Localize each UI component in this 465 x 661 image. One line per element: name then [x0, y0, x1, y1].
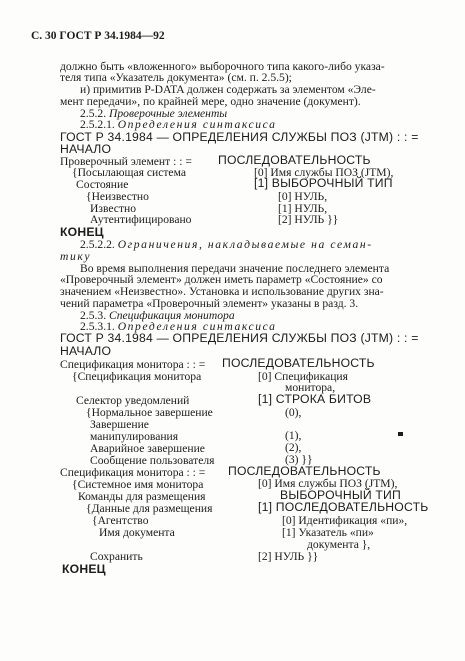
grammar-left: Проверочный элемент : : = [60, 155, 192, 168]
section-title: Проверочные элементы [109, 107, 228, 120]
paragraph-line: Во время выполнения передачи значение последнего элемента [80, 262, 390, 275]
grammar-left: Спецификация монитора : : = [60, 466, 206, 479]
grammar-left: Состояние [76, 178, 129, 191]
section-number: 2.5.3.1. [80, 320, 115, 333]
begin-keyword: НАЧАЛО [60, 344, 112, 358]
section-heading-2-5-2-2 [80, 238, 373, 251]
grammar-left: Сохранить [90, 550, 143, 563]
grammar-right: [0] Имя службы ПОЗ (JTM), [254, 166, 394, 179]
grammar-left: Завершение [90, 418, 149, 431]
grammar-right: [0] Идентификация «пи», [282, 514, 408, 527]
grammar-right: [1] СТРОКА БИТОВ [258, 392, 372, 406]
grammar-left: манипулирования [90, 430, 179, 443]
section-title: Определения синтаксиса [117, 118, 277, 131]
section-title: Ограничения, накладываемые на семан- [117, 238, 373, 251]
paragraph-line: значением «Неизвестно». Установка и использование других зна- [60, 285, 384, 298]
grammar-left: {Системное имя монитора [72, 478, 204, 491]
section-title: Спецификация монитора [109, 309, 235, 322]
grammar-right: (1), [285, 429, 302, 442]
grammar-left: {Спецификация монитора [72, 370, 202, 383]
grammar-right: [1] Указатель «пи» [282, 526, 374, 539]
grammar-left: Аутентифицировано [90, 213, 192, 226]
section-number: 2.5.3. [80, 309, 107, 322]
paragraph-line: и) примитив P-DATA должен содержать за элементом «Эле- [80, 83, 376, 96]
end-keyword: КОНЕЦ [62, 562, 106, 576]
grammar-right: [0] Спецификация [258, 370, 348, 383]
grammar-right: монитора, [285, 381, 336, 394]
paragraph-line: должно быть «вложенного» выборочного типа какого-либо указа- [60, 60, 385, 73]
section-number: 2.5.2. [80, 107, 107, 120]
paragraph-line: мент передачи», по крайней мере, одно значение (документ). [60, 95, 361, 108]
module-definition-line: ГОСТ Р 34.1984 — ОПРЕДЕЛЕНИЯ СЛУЖБЫ ПОЗ (JTM) : : = [60, 331, 419, 345]
section-title: Определения синтаксиса [117, 320, 277, 333]
begin-keyword: НАЧАЛО [60, 142, 112, 156]
paragraph-line: теля типа «Указатель документа» (см. п. 2.5.5); [60, 71, 292, 84]
grammar-right: ПОСЛЕДОВАТЕЛЬНОСТЬ [218, 153, 371, 167]
paragraph-line: чений параметра «Проверочный элемент» указаны в разд. 3. [60, 297, 359, 310]
grammar-right: [0] Имя службы ПОЗ (JTM), [258, 477, 398, 490]
section-number: 2.5.2.2. [80, 238, 115, 251]
grammar-left: {Неизвестно [86, 190, 149, 203]
grammar-right: (3) }} [285, 453, 313, 466]
grammar-right: (0), [285, 406, 302, 419]
grammar-right: (2), [285, 441, 302, 454]
grammar-left: {Агентство [92, 514, 149, 527]
grammar-right: [2] НУЛЬ }} [258, 550, 319, 563]
grammar-right: [2] НУЛЬ }} [278, 213, 339, 226]
module-definition-line: ГОСТ Р 34.1984 — ОПРЕДЕЛЕНИЯ СЛУЖБЫ ПОЗ (JTM) : : = [60, 130, 419, 144]
grammar-right: ВЫБОРОЧНЫЙ ТИП [280, 488, 401, 502]
grammar-left: Команды для размещения [78, 490, 206, 503]
grammar-right: [1] ВЫБОРОЧНЫЙ ТИП [254, 176, 393, 190]
end-keyword: КОНЕЦ [60, 225, 104, 239]
grammar-left: Имя документа [99, 526, 175, 539]
grammar-right: ПОСЛЕДОВАТЕЛЬНОСТЬ [222, 356, 375, 370]
grammar-right: [1] ПОСЛЕДОВАТЕЛЬНОСТЬ [258, 500, 429, 514]
grammar-left: Известно [90, 202, 137, 215]
grammar-right: документа }, [307, 538, 371, 551]
grammar-left: Аварийное завершение [90, 442, 205, 455]
grammar-left: Сообщение пользователя [90, 454, 215, 467]
print-smudge [398, 432, 403, 436]
paragraph-line: «Проверочный элемент» должен иметь параметр «Состояние» со [60, 273, 383, 286]
grammar-left: {Посылающая система [72, 166, 186, 179]
section-number: 2.5.2.1. [80, 118, 115, 131]
grammar-right: ПОСЛЕДОВАТЕЛЬНОСТЬ [228, 464, 381, 478]
grammar-right: [0] НУЛЬ, [278, 190, 328, 203]
grammar-left: {Нормальное завершение [86, 406, 213, 419]
page-header: С. 30 ГОСТ Р 34.1984—92 [31, 30, 165, 42]
grammar-left: Селектор уведомлений [76, 394, 190, 407]
grammar-left: {Данные для размещения [86, 502, 213, 515]
section-title-continued: тику [60, 250, 92, 263]
grammar-left: Спецификация монитора : : = [60, 358, 206, 371]
grammar-right: [1] НУЛЬ, [278, 202, 328, 215]
